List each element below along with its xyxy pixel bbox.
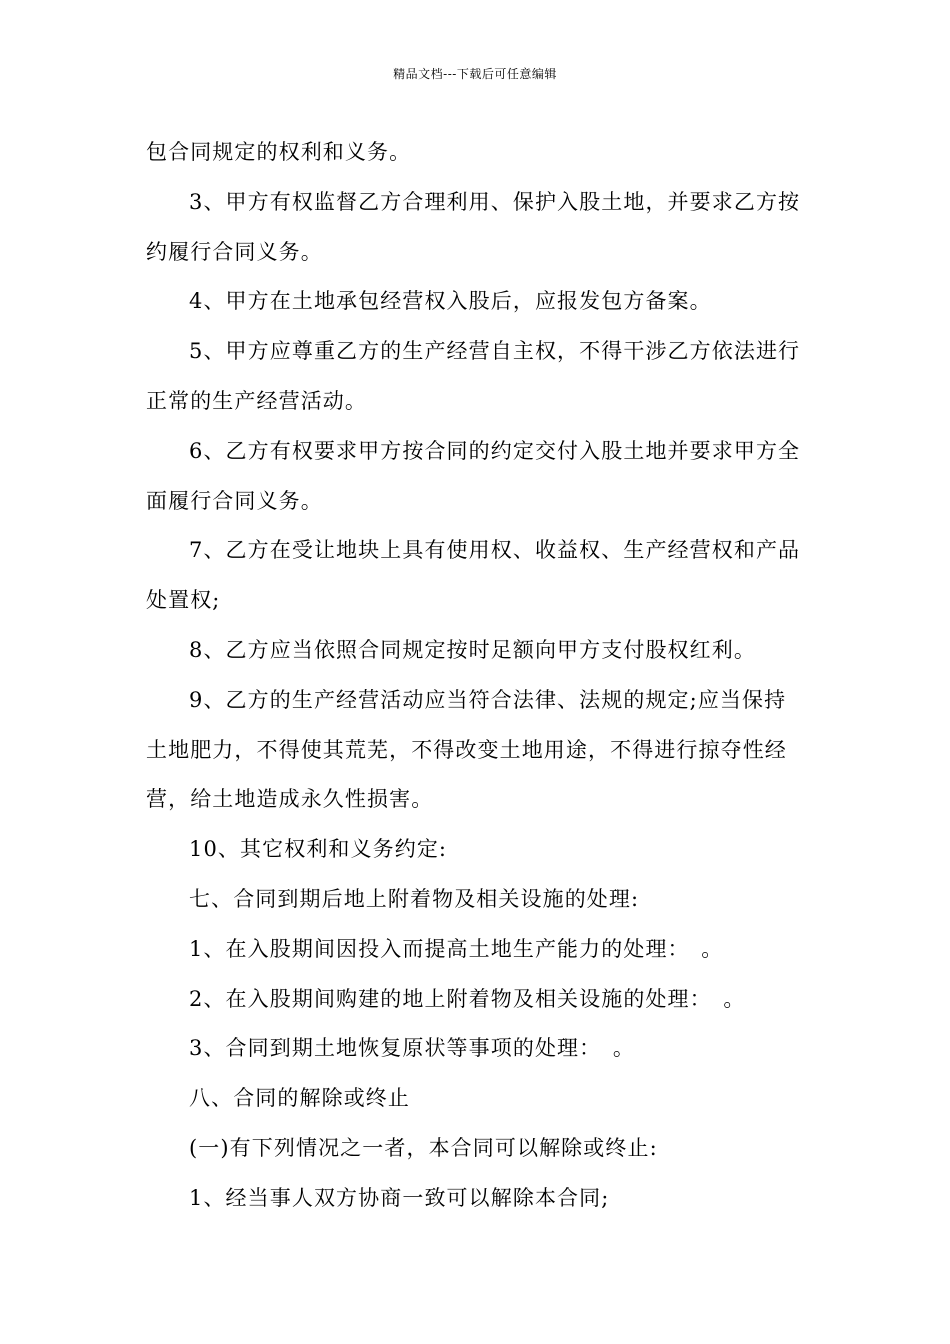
text-line: 3、甲方有权监督乙方合理利用、保护入股土地，并要求乙方按: [189, 189, 801, 214]
text-line: 2、在入股期间购建的地上附着物及相关设施的处理： 。: [189, 986, 746, 1011]
page-header: 精品文档---下载后可任意编辑: [393, 67, 557, 81]
text-line: 正常的生产经营活动。: [146, 388, 367, 413]
text-line: 1、经当事人双方协商一致可以解除本合同;: [189, 1185, 610, 1210]
text-line: 3、合同到期土地恢复原状等事项的处理： 。: [189, 1036, 635, 1061]
text-line: 8、乙方应当依照合同规定按时足额向甲方支付股权红利。: [189, 637, 756, 662]
text-line: 处置权;: [146, 588, 221, 613]
text-line: 1、在入股期间因投入而提高土地生产能力的处理： 。: [189, 936, 724, 961]
text-line: 面履行合同义务。: [146, 488, 323, 513]
section-heading: 八、合同的解除或终止: [189, 1086, 410, 1111]
text-line: 包合同规定的权利和义务。: [146, 140, 412, 164]
text-line: 7、乙方在受让地块上具有使用权、收益权、生产经营权和产品: [189, 538, 801, 563]
text-line: 5、甲方应尊重乙方的生产经营自主权，不得干涉乙方依法进行: [189, 339, 801, 364]
text-line: (一)有下列情况之一者，本合同可以解除或终止:: [189, 1135, 658, 1160]
text-line: 土地肥力，不得使其荒芜，不得改变土地用途，不得进行掠夺性经: [146, 737, 787, 762]
text-line: 约履行合同义务。: [146, 239, 323, 264]
text-line: 9、乙方的生产经营活动应当符合法律、法规的规定;应当保持: [189, 687, 787, 712]
text-line: 4、甲方在土地承包经营权入股后，应报发包方备案。: [189, 289, 712, 314]
text-line: 10、其它权利和义务约定:: [189, 837, 448, 862]
text-line: 6、乙方有权要求甲方按合同的约定交付入股土地并要求甲方全: [189, 438, 801, 463]
section-heading: 七、合同到期后地上附着物及相关设施的处理:: [189, 886, 640, 911]
document-body: [146, 133, 810, 1229]
text-line: 营，给土地造成永久性损害。: [146, 787, 434, 812]
